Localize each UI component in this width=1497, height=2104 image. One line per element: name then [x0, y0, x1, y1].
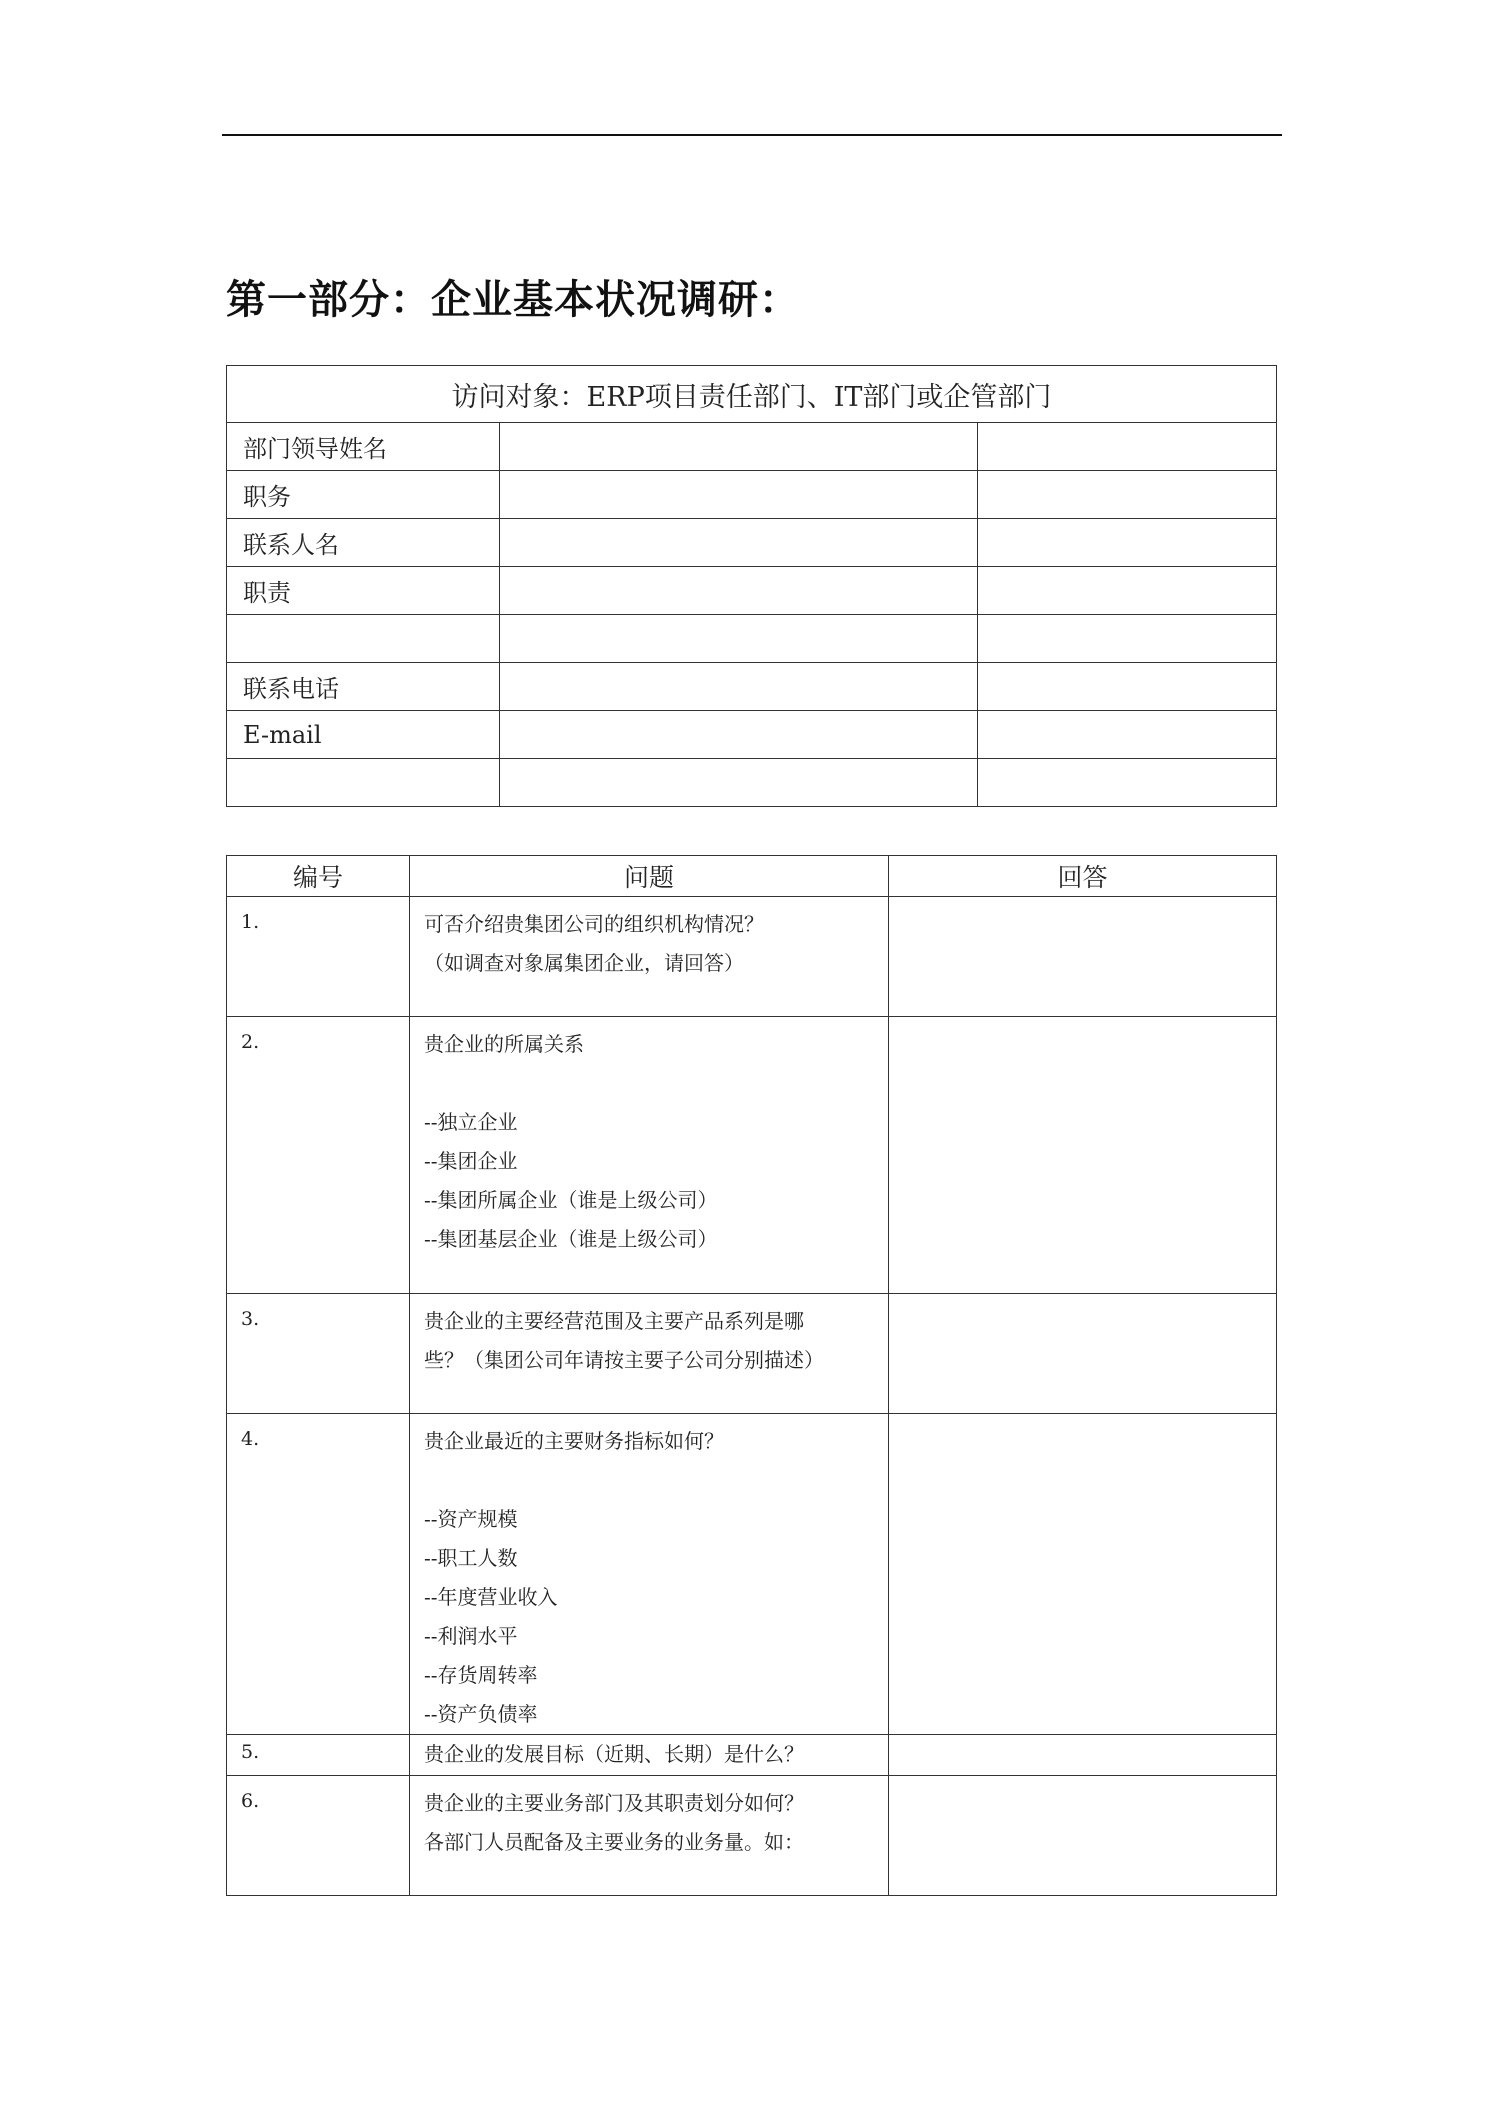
question-row: [227, 1776, 1277, 1896]
question-number: 1.: [227, 897, 410, 1017]
answer-cell[interactable]: [889, 1776, 1277, 1896]
contact-row: [227, 423, 1277, 471]
column-header-question: 问题: [410, 856, 889, 897]
question-line: 各部门人员配备及主要业务的业务量。如：: [424, 1830, 804, 1854]
question-number: 3.: [227, 1294, 410, 1414]
question-line: （如调查对象属集团企业，请回答）: [424, 951, 744, 975]
answer-cell[interactable]: [889, 1735, 1277, 1776]
question-line: --资产规模: [424, 1507, 518, 1531]
contact-info-table: [226, 365, 1277, 807]
question-line: 贵企业的主要业务部门及其职责划分如何？: [424, 1791, 804, 1815]
field-label: 职务: [227, 471, 500, 519]
question-number: 5.: [227, 1735, 410, 1776]
question-text: [410, 1017, 889, 1294]
question-line: --存货周转率: [424, 1663, 538, 1687]
column-header-answer: 回答: [889, 856, 1277, 897]
question-line: --资产负债率: [424, 1702, 538, 1726]
question-line: 贵企业的发展目标（近期、长期）是什么？: [424, 1742, 804, 1766]
value-cell[interactable]: [978, 519, 1277, 567]
field-label: 职责: [227, 567, 500, 615]
answer-cell[interactable]: [889, 1017, 1277, 1294]
question-line: --独立企业: [424, 1110, 518, 1134]
contact-row: [227, 759, 1277, 807]
contact-row: [227, 711, 1277, 759]
contact-table-header: 访问对象：ERP项目责任部门、IT部门或企管部门: [227, 366, 1277, 423]
section-title: 第一部分：企业基本状况调研：: [226, 277, 800, 323]
question-text: [410, 1294, 889, 1414]
value-cell[interactable]: [500, 711, 978, 759]
question-text: [410, 1776, 889, 1896]
value-cell[interactable]: [978, 615, 1277, 663]
question-line: --年度营业收入: [424, 1585, 558, 1609]
answer-cell[interactable]: [889, 1294, 1277, 1414]
value-cell[interactable]: [978, 567, 1277, 615]
value-cell[interactable]: [500, 759, 978, 807]
value-cell[interactable]: [978, 423, 1277, 471]
question-line: 贵企业的主要经营范围及主要产品系列是哪: [424, 1309, 804, 1333]
question-line: --集团企业: [424, 1149, 518, 1173]
answer-cell[interactable]: [889, 1414, 1277, 1735]
question-text: [410, 897, 889, 1017]
field-label: E-mail: [227, 711, 500, 759]
field-label: [227, 615, 500, 663]
question-row: [227, 897, 1277, 1017]
contact-row: [227, 519, 1277, 567]
value-cell[interactable]: [500, 567, 978, 615]
question-line-spacer: [424, 1461, 888, 1500]
value-cell[interactable]: [500, 519, 978, 567]
question-line: --集团基层企业（谁是上级公司）: [424, 1227, 718, 1251]
field-label: 联系人名: [227, 519, 500, 567]
contact-row: [227, 615, 1277, 663]
question-row: [227, 1294, 1277, 1414]
value-cell[interactable]: [978, 759, 1277, 807]
column-header-number: 编号: [227, 856, 410, 897]
field-label: [227, 759, 500, 807]
value-cell[interactable]: [978, 471, 1277, 519]
question-line-spacer: [424, 1064, 888, 1103]
contact-row: [227, 471, 1277, 519]
question-line: 贵企业的所属关系: [424, 1032, 584, 1056]
question-row: [227, 1017, 1277, 1294]
value-cell[interactable]: [978, 663, 1277, 711]
field-label: 联系电话: [227, 663, 500, 711]
questions-table: [226, 855, 1277, 1896]
question-line: --利润水平: [424, 1624, 518, 1648]
question-line: --职工人数: [424, 1546, 518, 1570]
header-rule: [222, 134, 1282, 136]
question-row: [227, 1414, 1277, 1735]
value-cell[interactable]: [500, 663, 978, 711]
question-number: 6.: [227, 1776, 410, 1896]
value-cell[interactable]: [978, 711, 1277, 759]
field-label: 部门领导姓名: [227, 423, 500, 471]
question-number: 4.: [227, 1414, 410, 1735]
question-line: 贵企业最近的主要财务指标如何？: [424, 1429, 724, 1453]
value-cell[interactable]: [500, 615, 978, 663]
question-number: 2.: [227, 1017, 410, 1294]
question-line: 可否介绍贵集团公司的组织机构情况？: [424, 912, 764, 936]
value-cell[interactable]: [500, 423, 978, 471]
value-cell[interactable]: [500, 471, 978, 519]
question-text: [410, 1414, 889, 1735]
question-text: [410, 1735, 889, 1776]
question-row: [227, 1735, 1277, 1776]
question-line: 些？（集团公司年请按主要子公司分别描述）: [424, 1348, 824, 1372]
contact-row: [227, 663, 1277, 711]
contact-row: [227, 567, 1277, 615]
answer-cell[interactable]: [889, 897, 1277, 1017]
question-line: --集团所属企业（谁是上级公司）: [424, 1188, 718, 1212]
